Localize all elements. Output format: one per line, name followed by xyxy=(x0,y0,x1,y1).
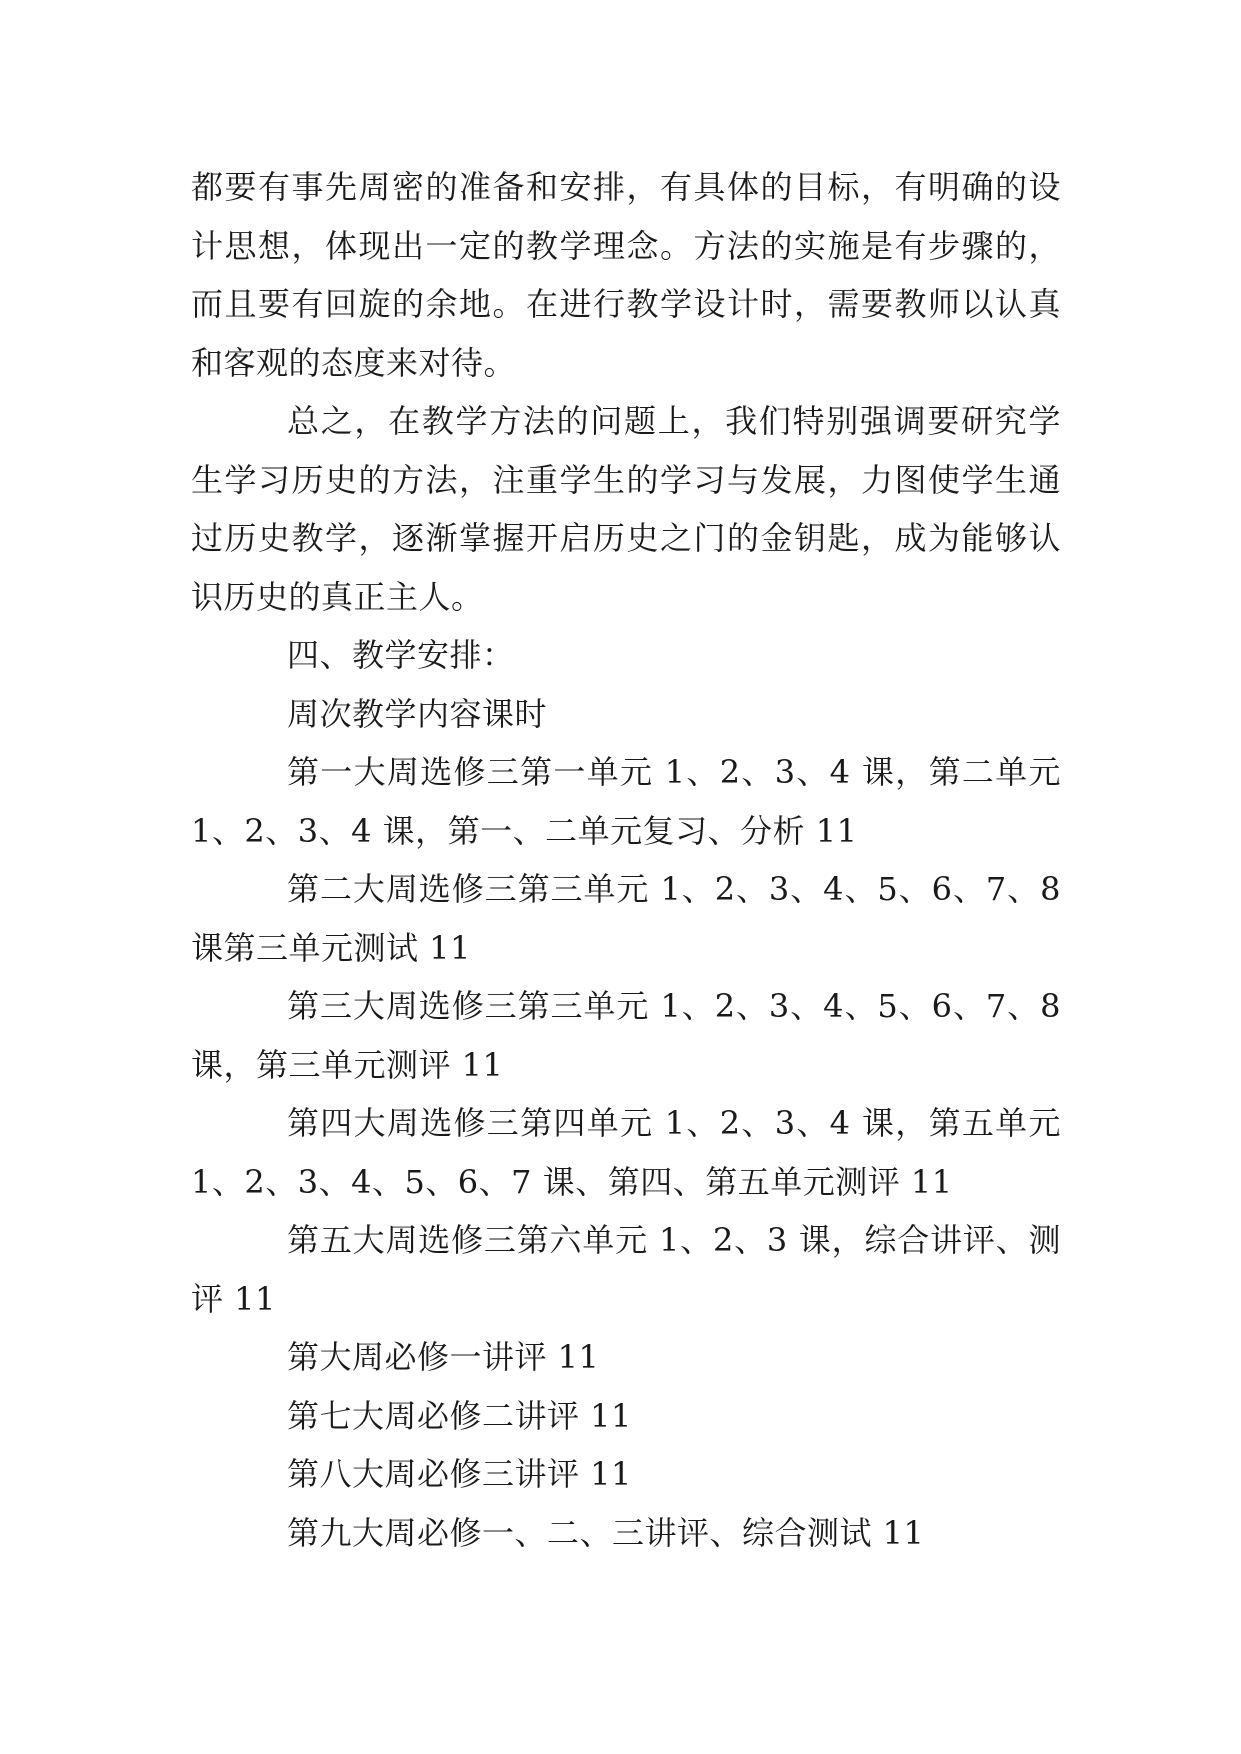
text-line: 第三大周选修三第三单元 1、2、3、4、5、6、7、8 xyxy=(287,987,1061,1025)
schedule-week-9 xyxy=(191,1504,1061,1563)
text-line: 第八大周必修三讲评 11 xyxy=(287,1455,632,1493)
text-line: 第七大周必修二讲评 11 xyxy=(287,1396,632,1435)
schedule-week-7 xyxy=(191,1387,1061,1446)
text-line: 总之，在教学方法的问题上，我们特别强调要研究学 xyxy=(287,402,1061,440)
schedule-week-1 xyxy=(191,743,1061,860)
paragraph-summary xyxy=(191,392,1061,626)
text-line: 周次教学内容课时 xyxy=(287,694,548,733)
text-line: 课第三单元测试 11 xyxy=(191,928,471,967)
text-line: 1、2、3、4 课，第一、二单元复习、分析 11 xyxy=(191,811,858,850)
text-line: 第一大周选修三第一单元 1、2、3、4 课，第二单元 xyxy=(287,753,1061,791)
schedule-header xyxy=(191,685,1061,744)
schedule-week-5 xyxy=(191,1211,1061,1328)
paragraph-teaching-design xyxy=(191,158,1061,392)
text-line: 第五大周选修三第六单元 1、2、3 课，综合讲评、测 xyxy=(287,1221,1061,1259)
text-line: 评 11 xyxy=(191,1279,276,1318)
text-line: 生学习历史的方法，注重学生的学习与发展，力图使学生通 xyxy=(191,460,1061,499)
schedule-week-3 xyxy=(191,977,1061,1094)
schedule-week-6 xyxy=(191,1328,1061,1387)
text-line: 课，第三单元测评 11 xyxy=(191,1045,504,1084)
text-line: 四、教学安排： xyxy=(287,636,515,674)
text-line: 第二大周选修三第三单元 1、2、3、4、5、6、7、8 xyxy=(287,870,1061,908)
text-line: 第四大周选修三第四单元 1、2、3、4 课，第五单元 xyxy=(287,1104,1061,1142)
text-line: 过历史教学，逐渐掌握开启历史之门的金钥匙，成为能够认 xyxy=(191,519,1061,557)
text-line: 第九大周必修一、二、三讲评、综合测试 11 xyxy=(287,1513,925,1552)
schedule-week-2 xyxy=(191,860,1061,977)
schedule-week-8 xyxy=(191,1445,1061,1504)
text-line: 而且要有回旋的余地。在进行教学设计时，需要教师以认真 xyxy=(191,285,1061,323)
text-line: 1、2、3、4、5、6、7 课、第四、第五单元测评 11 xyxy=(191,1162,953,1201)
schedule-week-4 xyxy=(191,1094,1061,1211)
text-line: 和客观的态度来对待。 xyxy=(191,343,517,382)
text-line: 都要有事先周密的准备和安排，有具体的目标，有明确的设 xyxy=(191,168,1061,206)
document-body xyxy=(191,158,1061,1562)
text-line: 计思想，体现出一定的教学理念。方法的实施是有步骤的， xyxy=(191,226,1061,265)
text-line: 识历史的真正主人。 xyxy=(191,577,484,616)
section-heading-teaching-schedule xyxy=(191,626,1061,685)
text-line: 第大周必修一讲评 11 xyxy=(287,1338,600,1376)
